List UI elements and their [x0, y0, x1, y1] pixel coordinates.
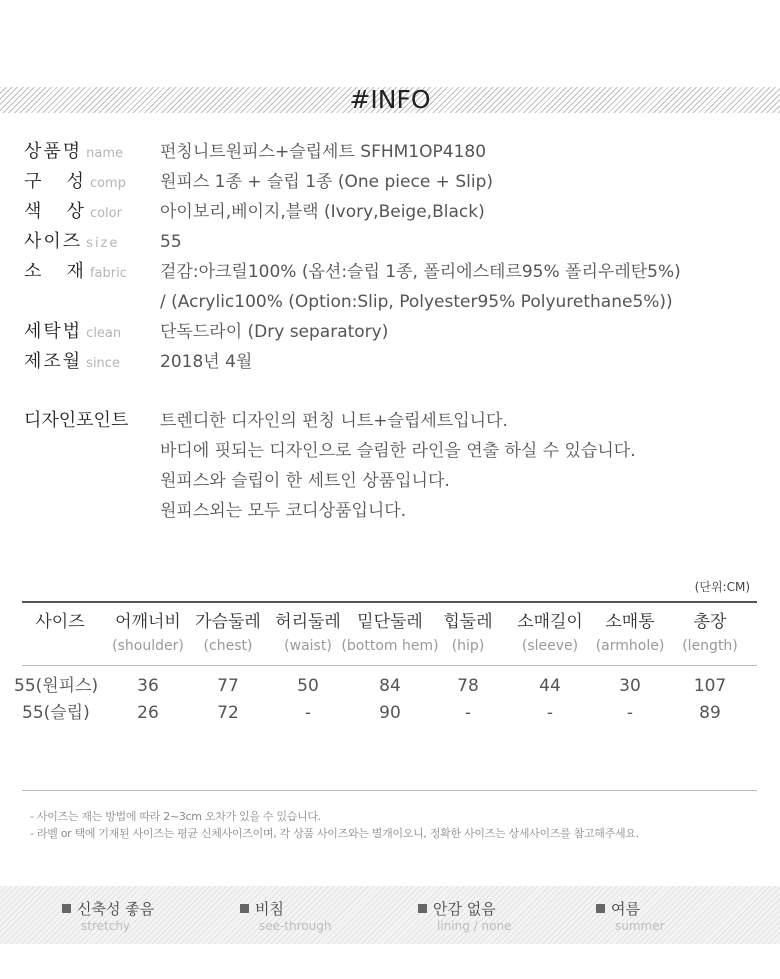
header-sub: (chest): [203, 638, 253, 654]
spec-row-fabric: [24, 257, 764, 317]
spec-label: 소 재: [24, 261, 86, 282]
note-line: - 사이즈는 재는 방법에 따라 2~3cm 오차가 있을 수 있습니다.: [30, 810, 321, 823]
table-cell: 89: [699, 703, 721, 723]
spec-label-en: color: [89, 206, 122, 221]
spec-label-en: clean: [86, 326, 122, 341]
spec-label-en: name: [86, 146, 124, 161]
feature-label: 안감 없음: [433, 900, 496, 918]
spec-label: 제조월: [24, 351, 83, 372]
feature-item: [596, 898, 665, 933]
table-cell: -: [626, 703, 634, 723]
table-header: [512, 610, 588, 658]
header-label: 가슴둘레: [195, 612, 261, 632]
table-cell: -: [304, 703, 312, 723]
header-label: 힙둘레: [443, 612, 493, 632]
spec-label: 구 성: [24, 171, 86, 192]
header-sub: (armhole): [595, 638, 665, 654]
header-label: 허리둘레: [275, 612, 341, 632]
header-label: 소매길이: [517, 612, 583, 632]
feature-item: [62, 898, 154, 933]
square-bullet-icon: [240, 904, 249, 913]
table-cell: 72: [217, 703, 239, 723]
design-point: [24, 406, 636, 526]
size-notes: [30, 808, 639, 842]
feature-label: 여름: [611, 900, 640, 918]
features-band: [0, 886, 780, 944]
table-cell: -: [546, 703, 554, 723]
spec-row-since: [24, 347, 764, 377]
feature-item: [240, 898, 332, 933]
square-bullet-icon: [596, 904, 605, 913]
feature-label: 비침: [255, 900, 284, 918]
spec-value-2: / (Acrylic100% (Option:Slip, Polyester95% Polyurethane5%)): [160, 292, 673, 312]
feature-sub: lining / none: [437, 919, 512, 933]
table-header: [104, 610, 192, 658]
spec-value: 단독드라이 (Dry separatory): [160, 322, 389, 342]
spec-label: 세탁법: [24, 321, 83, 342]
spec-label: 색 상: [24, 201, 86, 222]
table-cell: 30: [619, 676, 641, 696]
table-cell: 84: [379, 676, 401, 696]
table-cell: 26: [137, 703, 159, 723]
header-sub: (waist): [284, 638, 332, 654]
table-cell: 36: [137, 676, 159, 696]
table-cell: 77: [217, 676, 239, 696]
unit-label: (단위:CM): [694, 580, 750, 594]
spec-label: 상품명: [24, 141, 83, 162]
header-sub: (sleeve): [521, 638, 579, 654]
table-cell: 55(슬립): [22, 703, 90, 723]
header-label: 어깨너비: [115, 612, 181, 632]
square-bullet-icon: [62, 904, 71, 913]
title-band: [0, 87, 780, 113]
header-sub: (hip): [451, 638, 485, 654]
spec-row-size: [24, 227, 764, 257]
spec-label: 사이즈: [24, 231, 83, 252]
spec-row-comp: [24, 167, 764, 197]
spec-value: 겉감:아크릴100% (옵션:슬립 1종, 폴리에스테르95% 폴리우레탄5%): [160, 262, 681, 282]
table-cell: -: [464, 703, 472, 723]
table-divider: [22, 665, 757, 666]
table-cell: 55(원피스): [14, 676, 99, 696]
spec-value: 아이보리,베이지,블랙 (Ivory,Beige,Black): [160, 202, 485, 222]
table-header: [340, 610, 440, 658]
spec-row-name: [24, 137, 764, 167]
spec-value: 펀칭니트원피스+슬립세트 SFHM1OP4180: [160, 142, 487, 162]
header-label: 밑단둘레: [357, 612, 423, 632]
spec-row-color: [24, 197, 764, 227]
table-cell: 44: [539, 676, 561, 696]
header-label: 사이즈: [35, 612, 85, 632]
table-header: [676, 610, 744, 658]
design-point-line: 원피스와 슬립이 한 세트인 상품입니다.: [160, 471, 450, 491]
feature-item: [418, 898, 511, 933]
note-line: - 라벨 or 택에 기재된 사이즈는 평균 신체사이즈이며, 각 상품 사이즈와는 별개이오니, 정확한 사이즈는 상세사이즈를 참고해주세요.: [30, 827, 639, 840]
table-cell: 78: [457, 676, 479, 696]
design-point-label: 디자인포인트: [24, 410, 129, 431]
square-bullet-icon: [418, 904, 427, 913]
spec-list: [24, 137, 764, 377]
table-header: [436, 610, 500, 658]
table-cell: 107: [693, 676, 727, 696]
header-label: 소매통: [605, 612, 655, 632]
table-header: [190, 610, 266, 658]
spec-value: 55: [160, 232, 182, 252]
design-point-line: 바디에 핏되는 디자인으로 슬림한 라인을 연출 하실 수 있습니다.: [160, 441, 636, 461]
spec-label-en: since: [86, 356, 120, 371]
design-point-line: 원피스외는 모두 코디상품입니다.: [160, 501, 407, 521]
notes-divider: [22, 790, 757, 791]
page-title: #INFO: [349, 85, 431, 114]
table-header: [270, 610, 346, 658]
spec-label-en: comp: [89, 176, 126, 191]
feature-sub: stretchy: [81, 919, 131, 933]
table-cell: 50: [297, 676, 319, 696]
feature-sub: summer: [615, 919, 665, 933]
header-sub: (bottom hem): [341, 638, 439, 654]
table-top-rule: [22, 601, 757, 603]
header-sub: (shoulder): [112, 638, 184, 654]
table-header: [22, 610, 98, 634]
spec-row-clean: [24, 317, 764, 347]
header-label: 총장: [693, 612, 727, 632]
spec-label-en: size: [86, 236, 120, 251]
table-cell: 90: [379, 703, 401, 723]
feature-sub: see-through: [259, 919, 332, 933]
spec-label-en: fabric: [89, 266, 127, 281]
header-sub: (length): [682, 638, 738, 654]
spec-value: 원피스 1종 + 슬립 1종 (One piece + Slip): [160, 172, 493, 192]
design-point-line: 트렌디한 디자인의 펀칭 니트+슬립세트입니다.: [160, 411, 508, 431]
table-header: [590, 610, 670, 658]
spec-value: 2018년 4월: [160, 352, 253, 372]
feature-label: 신축성 좋음: [77, 900, 155, 918]
